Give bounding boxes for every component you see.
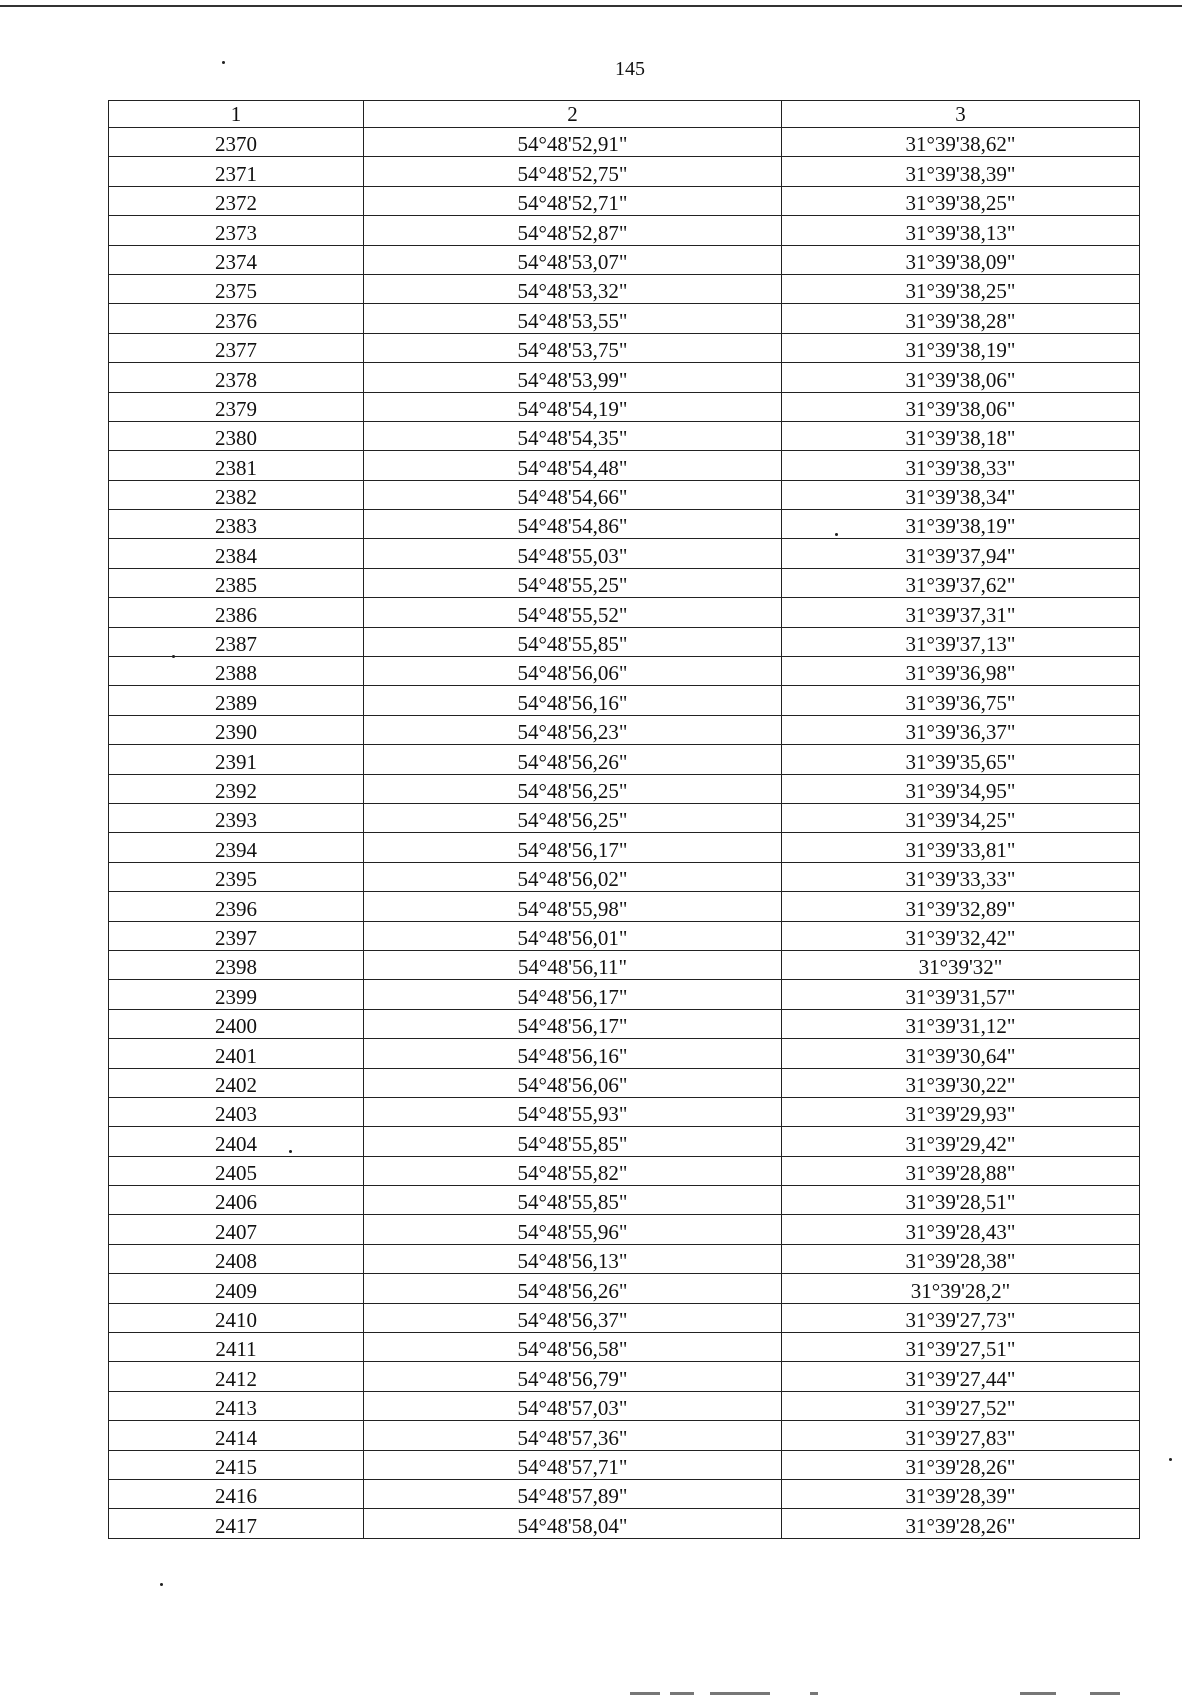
- table-row: [109, 1009, 1140, 1038]
- latitude-cell: 54°48'56,06": [364, 657, 782, 686]
- point-number-cell: 2382: [109, 480, 364, 509]
- table-row: [109, 1333, 1140, 1362]
- longitude-cell: 31°39'36,75": [782, 686, 1140, 715]
- point-number-cell: 2408: [109, 1244, 364, 1273]
- longitude-cell: 31°39'27,44": [782, 1362, 1140, 1391]
- latitude-cell: 54°48'57,89": [364, 1479, 782, 1508]
- table-row: [109, 1186, 1140, 1215]
- longitude-cell: 31°39'31,57": [782, 980, 1140, 1009]
- longitude-cell: 31°39'28,51": [782, 1186, 1140, 1215]
- column-header-2: 2: [364, 101, 782, 128]
- point-number-cell: 2389: [109, 686, 364, 715]
- longitude-cell: 31°39'38,19": [782, 333, 1140, 362]
- point-number-cell: 2388: [109, 657, 364, 686]
- latitude-cell: 54°48'53,55": [364, 304, 782, 333]
- latitude-cell: 54°48'52,75": [364, 157, 782, 186]
- scan-speck: [222, 61, 225, 64]
- scan-speck: [835, 533, 838, 536]
- longitude-cell: 31°39'32": [782, 950, 1140, 979]
- longitude-cell: 31°39'35,65": [782, 745, 1140, 774]
- longitude-cell: 31°39'30,64": [782, 1039, 1140, 1068]
- table-row: [109, 1509, 1140, 1538]
- latitude-cell: 54°48'57,36": [364, 1421, 782, 1450]
- latitude-cell: 54°48'53,07": [364, 245, 782, 274]
- table-row: [109, 1479, 1140, 1508]
- longitude-cell: 31°39'27,52": [782, 1391, 1140, 1420]
- point-number-cell: 2406: [109, 1186, 364, 1215]
- longitude-cell: 31°39'38,06": [782, 392, 1140, 421]
- point-number-cell: 2410: [109, 1303, 364, 1332]
- longitude-cell: 31°39'37,13": [782, 627, 1140, 656]
- longitude-cell: 31°39'38,18": [782, 421, 1140, 450]
- longitude-cell: 31°39'36,98": [782, 657, 1140, 686]
- point-number-cell: 2413: [109, 1391, 364, 1420]
- point-number-cell: 2396: [109, 892, 364, 921]
- table-row: [109, 1097, 1140, 1126]
- longitude-cell: 31°39'33,81": [782, 833, 1140, 862]
- longitude-cell: 31°39'38,25": [782, 274, 1140, 303]
- table-row: [109, 833, 1140, 862]
- coordinates-table: [108, 100, 1140, 1539]
- point-number-cell: 2374: [109, 245, 364, 274]
- column-header-1: 1: [109, 101, 364, 128]
- latitude-cell: 54°48'55,25": [364, 568, 782, 597]
- scan-speck: [160, 1583, 163, 1586]
- latitude-cell: 54°48'56,26": [364, 745, 782, 774]
- point-number-cell: 2385: [109, 568, 364, 597]
- table-row: [109, 1303, 1140, 1332]
- latitude-cell: 54°48'55,03": [364, 539, 782, 568]
- point-number-cell: 2414: [109, 1421, 364, 1450]
- latitude-cell: 54°48'54,86": [364, 510, 782, 539]
- table-row: [109, 568, 1140, 597]
- latitude-cell: 54°48'56,25": [364, 803, 782, 832]
- latitude-cell: 54°48'56,17": [364, 980, 782, 1009]
- longitude-cell: 31°39'28,26": [782, 1450, 1140, 1479]
- latitude-cell: 54°48'55,52": [364, 598, 782, 627]
- point-number-cell: 2378: [109, 363, 364, 392]
- point-number-cell: 2380: [109, 421, 364, 450]
- table-body: [109, 128, 1140, 1539]
- longitude-cell: 31°39'28,39": [782, 1479, 1140, 1508]
- longitude-cell: 31°39'29,93": [782, 1097, 1140, 1126]
- point-number-cell: 2386: [109, 598, 364, 627]
- table-row: [109, 627, 1140, 656]
- point-number-cell: 2392: [109, 774, 364, 803]
- latitude-cell: 54°48'55,96": [364, 1215, 782, 1244]
- point-number-cell: 2409: [109, 1274, 364, 1303]
- latitude-cell: 54°48'55,93": [364, 1097, 782, 1126]
- table-row: [109, 274, 1140, 303]
- latitude-cell: 54°48'58,04": [364, 1509, 782, 1538]
- point-number-cell: 2412: [109, 1362, 364, 1391]
- longitude-cell: 31°39'29,42": [782, 1127, 1140, 1156]
- table-row: [109, 1450, 1140, 1479]
- latitude-cell: 54°48'54,19": [364, 392, 782, 421]
- latitude-cell: 54°48'52,87": [364, 216, 782, 245]
- scan-speck: [172, 655, 175, 658]
- scan-speck: [1169, 1458, 1172, 1461]
- point-number-cell: 2405: [109, 1156, 364, 1185]
- longitude-cell: 31°39'38,34": [782, 480, 1140, 509]
- latitude-cell: 54°48'56,25": [364, 774, 782, 803]
- table-row: [109, 451, 1140, 480]
- point-number-cell: 2395: [109, 862, 364, 891]
- point-number-cell: 2393: [109, 803, 364, 832]
- point-number-cell: 2372: [109, 186, 364, 215]
- table-row: [109, 392, 1140, 421]
- point-number-cell: 2407: [109, 1215, 364, 1244]
- point-number-cell: 2416: [109, 1479, 364, 1508]
- longitude-cell: 31°39'38,28": [782, 304, 1140, 333]
- longitude-cell: 31°39'36,37": [782, 715, 1140, 744]
- table-row: [109, 1244, 1140, 1273]
- point-number-cell: 2401: [109, 1039, 364, 1068]
- point-number-cell: 2384: [109, 539, 364, 568]
- latitude-cell: 54°48'55,85": [364, 627, 782, 656]
- longitude-cell: 31°39'33,33": [782, 862, 1140, 891]
- longitude-cell: 31°39'28,2": [782, 1274, 1140, 1303]
- table-row: [109, 1215, 1140, 1244]
- point-number-cell: 2381: [109, 451, 364, 480]
- longitude-cell: 31°39'30,22": [782, 1068, 1140, 1097]
- longitude-cell: 31°39'31,12": [782, 1009, 1140, 1038]
- table-row: [109, 1274, 1140, 1303]
- latitude-cell: 54°48'52,91": [364, 128, 782, 157]
- point-number-cell: 2394: [109, 833, 364, 862]
- table-row: [109, 1391, 1140, 1420]
- scan-speck: [289, 1150, 292, 1153]
- latitude-cell: 54°48'56,16": [364, 686, 782, 715]
- table-row: [109, 715, 1140, 744]
- latitude-cell: 54°48'54,66": [364, 480, 782, 509]
- longitude-cell: 31°39'28,43": [782, 1215, 1140, 1244]
- longitude-cell: 31°39'38,19": [782, 510, 1140, 539]
- point-number-cell: 2411: [109, 1333, 364, 1362]
- latitude-cell: 54°48'56,23": [364, 715, 782, 744]
- table-row: [109, 1068, 1140, 1097]
- longitude-cell: 31°39'27,73": [782, 1303, 1140, 1332]
- table-row: [109, 128, 1140, 157]
- table-row: [109, 598, 1140, 627]
- longitude-cell: 31°39'28,38": [782, 1244, 1140, 1273]
- table-row: [109, 1421, 1140, 1450]
- longitude-cell: 31°39'38,62": [782, 128, 1140, 157]
- table-row: [109, 1156, 1140, 1185]
- table-row: [109, 892, 1140, 921]
- latitude-cell: 54°48'56,01": [364, 921, 782, 950]
- page-number: 145: [615, 58, 645, 80]
- latitude-cell: 54°48'56,17": [364, 1009, 782, 1038]
- latitude-cell: 54°48'56,17": [364, 833, 782, 862]
- longitude-cell: 31°39'28,26": [782, 1509, 1140, 1538]
- table-row: [109, 186, 1140, 215]
- table-row: [109, 539, 1140, 568]
- longitude-cell: 31°39'38,25": [782, 186, 1140, 215]
- point-number-cell: 2398: [109, 950, 364, 979]
- point-number-cell: 2376: [109, 304, 364, 333]
- scan-bottom-marks: [620, 1692, 1160, 1698]
- table-row: [109, 157, 1140, 186]
- table-header-row: [109, 101, 1140, 128]
- table-row: [109, 657, 1140, 686]
- latitude-cell: 54°48'54,48": [364, 451, 782, 480]
- point-number-cell: 2383: [109, 510, 364, 539]
- table-row: [109, 363, 1140, 392]
- table-row: [109, 421, 1140, 450]
- point-number-cell: 2371: [109, 157, 364, 186]
- latitude-cell: 54°48'54,35": [364, 421, 782, 450]
- latitude-cell: 54°48'53,75": [364, 333, 782, 362]
- latitude-cell: 54°48'56,06": [364, 1068, 782, 1097]
- longitude-cell: 31°39'34,95": [782, 774, 1140, 803]
- table-row: [109, 304, 1140, 333]
- latitude-cell: 54°48'55,85": [364, 1127, 782, 1156]
- longitude-cell: 31°39'37,62": [782, 568, 1140, 597]
- column-header-3: 3: [782, 101, 1140, 128]
- point-number-cell: 2400: [109, 1009, 364, 1038]
- table-row: [109, 980, 1140, 1009]
- latitude-cell: 54°48'53,32": [364, 274, 782, 303]
- table-row: [109, 1039, 1140, 1068]
- longitude-cell: 31°39'28,88": [782, 1156, 1140, 1185]
- longitude-cell: 31°39'38,06": [782, 363, 1140, 392]
- longitude-cell: 31°39'38,09": [782, 245, 1140, 274]
- point-number-cell: 2402: [109, 1068, 364, 1097]
- point-number-cell: 2397: [109, 921, 364, 950]
- top-rule: [0, 5, 1182, 7]
- latitude-cell: 54°48'55,85": [364, 1186, 782, 1215]
- longitude-cell: 31°39'27,51": [782, 1333, 1140, 1362]
- latitude-cell: 54°48'56,58": [364, 1333, 782, 1362]
- table-row: [109, 216, 1140, 245]
- table-row: [109, 510, 1140, 539]
- latitude-cell: 54°48'55,98": [364, 892, 782, 921]
- point-number-cell: 2370: [109, 128, 364, 157]
- longitude-cell: 31°39'37,94": [782, 539, 1140, 568]
- latitude-cell: 54°48'53,99": [364, 363, 782, 392]
- point-number-cell: 2391: [109, 745, 364, 774]
- latitude-cell: 54°48'57,03": [364, 1391, 782, 1420]
- point-number-cell: 2377: [109, 333, 364, 362]
- longitude-cell: 31°39'32,42": [782, 921, 1140, 950]
- point-number-cell: 2415: [109, 1450, 364, 1479]
- point-number-cell: 2373: [109, 216, 364, 245]
- point-number-cell: 2417: [109, 1509, 364, 1538]
- latitude-cell: 54°48'56,16": [364, 1039, 782, 1068]
- longitude-cell: 31°39'37,31": [782, 598, 1140, 627]
- latitude-cell: 54°48'56,79": [364, 1362, 782, 1391]
- table-row: [109, 245, 1140, 274]
- table-row: [109, 1362, 1140, 1391]
- table-row: [109, 333, 1140, 362]
- latitude-cell: 54°48'52,71": [364, 186, 782, 215]
- point-number-cell: 2403: [109, 1097, 364, 1126]
- longitude-cell: 31°39'38,39": [782, 157, 1140, 186]
- longitude-cell: 31°39'38,13": [782, 216, 1140, 245]
- table-row: [109, 950, 1140, 979]
- table-row: [109, 745, 1140, 774]
- table-row: [109, 774, 1140, 803]
- point-number-cell: 2390: [109, 715, 364, 744]
- latitude-cell: 54°48'56,26": [364, 1274, 782, 1303]
- table-row: [109, 1127, 1140, 1156]
- table-row: [109, 480, 1140, 509]
- table-row: [109, 803, 1140, 832]
- point-number-cell: 2375: [109, 274, 364, 303]
- table-row: [109, 862, 1140, 891]
- longitude-cell: 31°39'27,83": [782, 1421, 1140, 1450]
- longitude-cell: 31°39'38,33": [782, 451, 1140, 480]
- coordinates-table-wrapper: [108, 100, 1140, 1539]
- point-number-cell: 2404: [109, 1127, 364, 1156]
- latitude-cell: 54°48'56,37": [364, 1303, 782, 1332]
- latitude-cell: 54°48'56,13": [364, 1244, 782, 1273]
- latitude-cell: 54°48'56,11": [364, 950, 782, 979]
- latitude-cell: 54°48'55,82": [364, 1156, 782, 1185]
- longitude-cell: 31°39'34,25": [782, 803, 1140, 832]
- point-number-cell: 2379: [109, 392, 364, 421]
- table-row: [109, 686, 1140, 715]
- longitude-cell: 31°39'32,89": [782, 892, 1140, 921]
- latitude-cell: 54°48'56,02": [364, 862, 782, 891]
- latitude-cell: 54°48'57,71": [364, 1450, 782, 1479]
- point-number-cell: 2387: [109, 627, 364, 656]
- table-row: [109, 921, 1140, 950]
- point-number-cell: 2399: [109, 980, 364, 1009]
